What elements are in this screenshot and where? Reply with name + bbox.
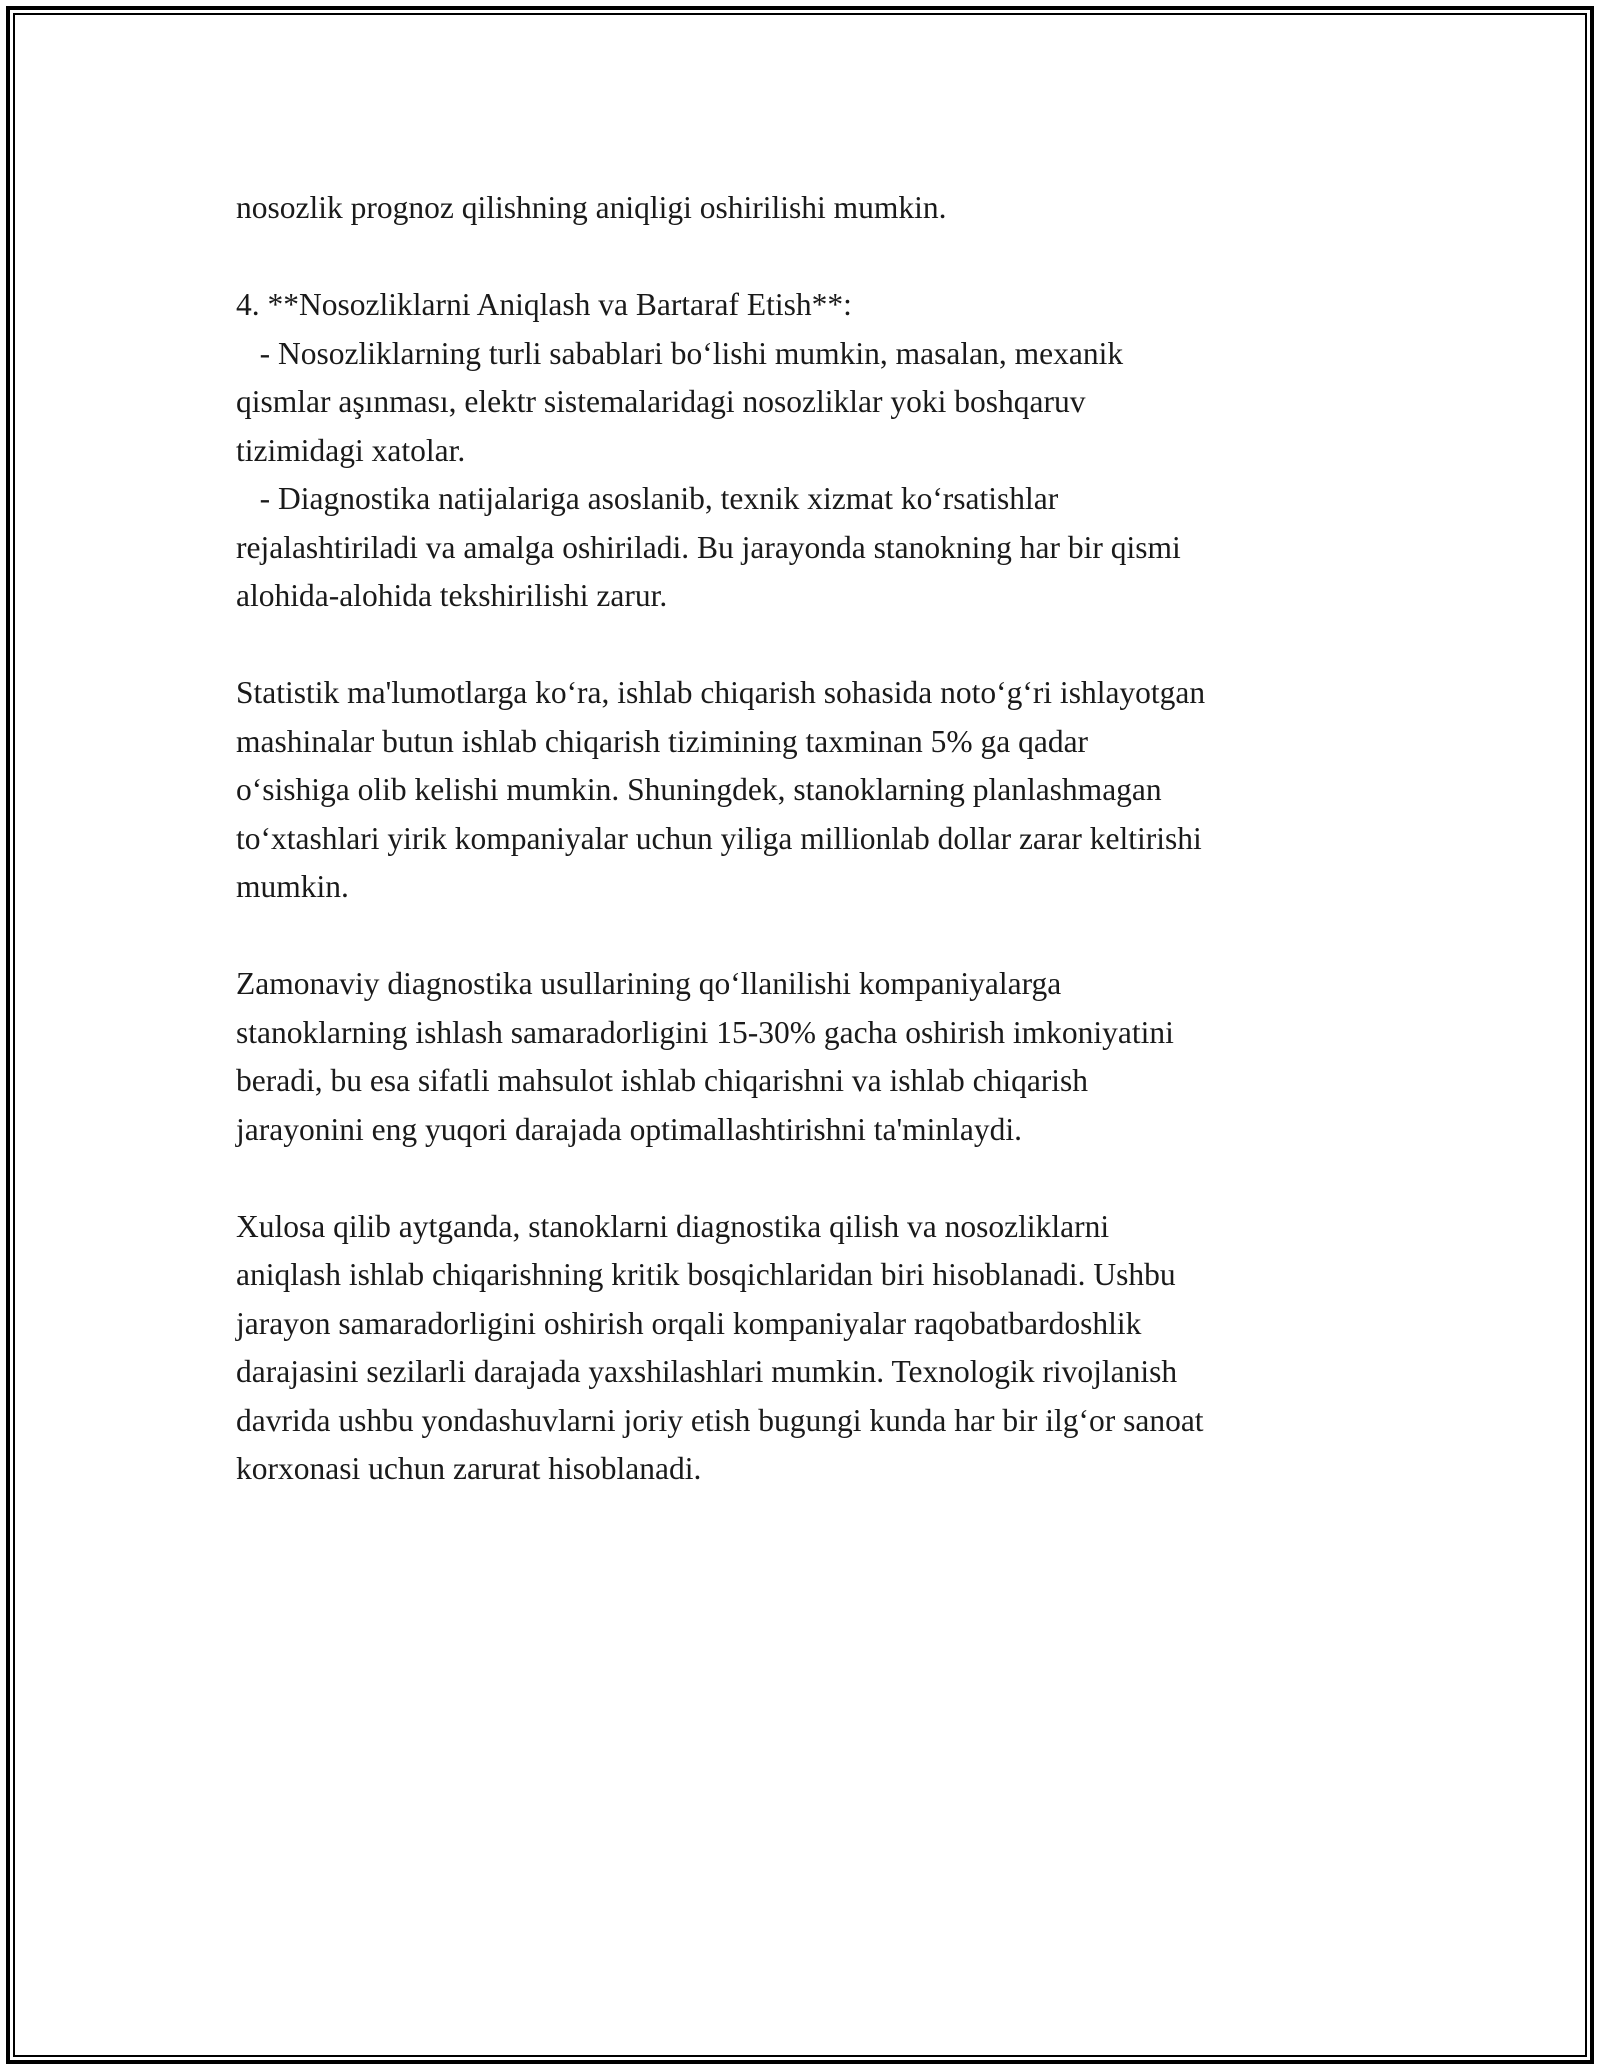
text-line: stanoklarning ishlash samaradorligini 15-30% gacha oshirish imkoniyatini bbox=[236, 1014, 1174, 1050]
section-heading: 4. **Nosozliklarni Aniqlash va Bartaraf Etish**: bbox=[236, 287, 852, 322]
text-line: alohida-alohida tekshirilishi zarur. bbox=[236, 578, 668, 613]
text-line: darajasini sezilarli darajada yaxshilashlari mumkin. Texnologik rivojlanish bbox=[236, 1354, 1178, 1389]
bullet-line: - Nosozliklarning turli sabablari bo‘lishi mumkin, masalan, mexanik bbox=[236, 335, 1124, 371]
paragraph-gap bbox=[236, 1154, 1376, 1203]
text-line: jarayonini eng yuqori darajada optimallashtirishni ta'minlaydi. bbox=[236, 1111, 1022, 1147]
text-line: korxonasi uchun zarurat hisoblanadi. bbox=[236, 1451, 702, 1486]
text-line: Statistik ma'lumotlarga ko‘ra, ishlab chiqarish sohasida noto‘g‘ri ishlayotgan bbox=[236, 675, 1206, 710]
paragraph-gap bbox=[236, 233, 1376, 282]
text-line: aniqlash ishlab chiqarishning kritik bosqichlaridan biri hisoblanadi. Ushbu bbox=[236, 1257, 1176, 1292]
text-line: to‘xtashlari yirik kompaniyalar uchun yiliga millionlab dollar zarar keltirishi bbox=[236, 820, 1202, 856]
document-body bbox=[236, 184, 1376, 1494]
text-line: Zamonaviy diagnostika usullarining qo‘llanilishi kompaniyalarga bbox=[236, 966, 1062, 1001]
text-line: rejalashtiriladi va amalga oshiriladi. Bu jarayonda stanokning har bir qismi bbox=[236, 529, 1181, 565]
text-line: qismlar aşınması, elektr sistemalaridagi nosozliklar yoki boshqaruv bbox=[236, 384, 1086, 419]
text-line: beradi, bu esa sifatli mahsulot ishlab chiqarishni va ishlab chiqarish bbox=[236, 1063, 1089, 1098]
paragraph-gap bbox=[236, 621, 1376, 670]
text-line: jarayon samaradorligini oshirish orqali kompaniyalar raqobatbardoshlik bbox=[236, 1305, 1142, 1341]
paragraph-gap bbox=[236, 912, 1376, 961]
text-line: mumkin. bbox=[236, 869, 349, 904]
bullet-line: - Diagnostika natijalariga asoslanib, texnik xizmat ko‘rsatishlar bbox=[236, 481, 1059, 516]
text-line: nosozlik prognoz qilishning aniqligi oshirilishi mumkin. bbox=[236, 190, 947, 225]
text-line: Xulosa qilib aytganda, stanoklarni diagnostika qilish va nosozliklarni bbox=[236, 1208, 1110, 1244]
text-line: o‘sishiga olib kelishi mumkin. Shuningdek, stanoklarning planlashmagan bbox=[236, 772, 1162, 807]
text-line: mashinalar butun ishlab chiqarish tizimining taxminan 5% ga qadar bbox=[236, 723, 1089, 759]
text-line: tizimidagi xatolar. bbox=[236, 432, 466, 468]
text-line: davrida ushbu yondashuvlarni joriy etish bugungi kunda har bir ilg‘or sanoat bbox=[236, 1402, 1204, 1438]
